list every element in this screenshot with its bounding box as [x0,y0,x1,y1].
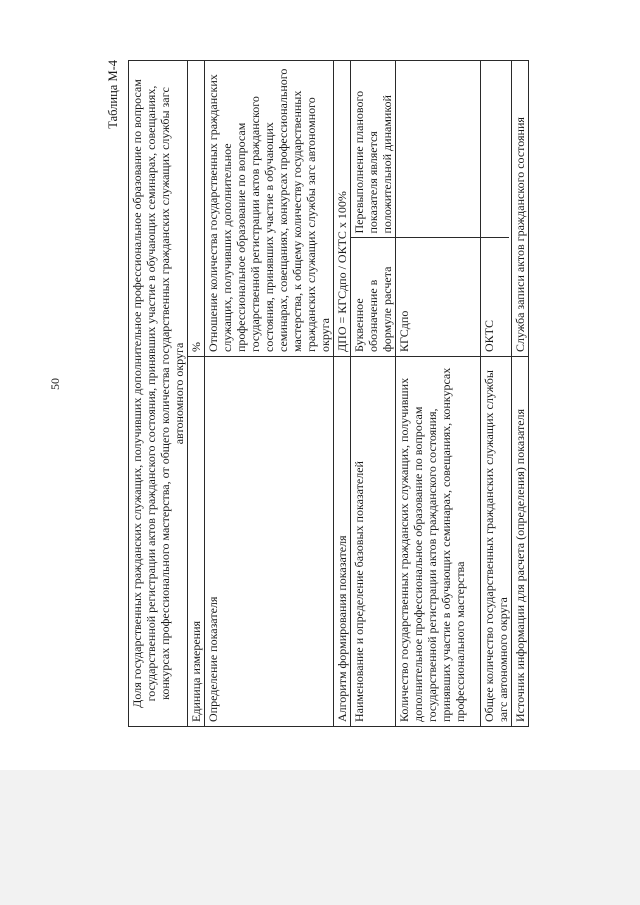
table-row [481,61,512,727]
source-value: Служба записи актов гражданского состояния [512,61,529,357]
table-title: Доля государственных гражданских служащих, получивших дополнительное профессиональное образование по вопросам государственной регистрации актов гражданского состояния, принявших участие в обучающих семинарах, совещаниях, конкурсах профессионального мастерства, от общего количества государственных гражданских служащих службы загс автономного округа [129,61,188,727]
table-header-row [129,61,188,727]
table-row [351,61,396,727]
kgs-description: Количество государственных гражданских служащих, получивших дополнительное профессиональное образование по вопросам государственной регистрации актов гражданского состояния, принявших участие в обучающих семинарах, совещаниях, конкурсах профессионального мастерства [396,357,481,727]
table-label: Таблица М-4 [106,60,120,129]
unit-value: % [188,61,205,357]
positive-dynamics-note: Перевыполнение планового показателя является положительной динамикой [351,61,395,238]
letter-designation-label: Буквенное обозначение в формуле расчета [352,266,394,352]
source-label: Источник информации для расчета (определения) показателя [512,357,529,727]
table-row [512,61,529,727]
table-row [334,61,351,727]
okts-code: ОКТС [482,319,496,352]
table-row [396,61,481,727]
okts-description: Общее количество государственных гражданских служащих службы загс автономного округа [481,357,512,727]
algorithm-formula: ДПО = КГСдпо / ОКТС x 100% [334,61,351,357]
kgs-code: КГСдпо [397,310,411,352]
unit-label: Единица измерения [188,357,205,727]
definition-label: Определение показателя [205,357,334,727]
definition-value: Отношение количества государственных гражданских служащих, получивших дополнительное профессиональное образование по вопросам государственной регистрации актов гражданского состояния, принявших участие в обучающих семинарах, совещаниях, конкурсах профессионального мастерства, к общему количеству государственных гражданских служащих службы загс автономного округа [205,61,334,357]
page-number: 50 [48,378,62,390]
algorithm-label: Алгоритм формирования показателя [334,357,351,727]
base-indicators-label: Наименование и определение базовых показателей [351,357,396,727]
base-indicators-subtable [351,61,395,356]
table-row [188,61,205,727]
indicator-table [128,60,529,727]
table-row [205,61,334,727]
